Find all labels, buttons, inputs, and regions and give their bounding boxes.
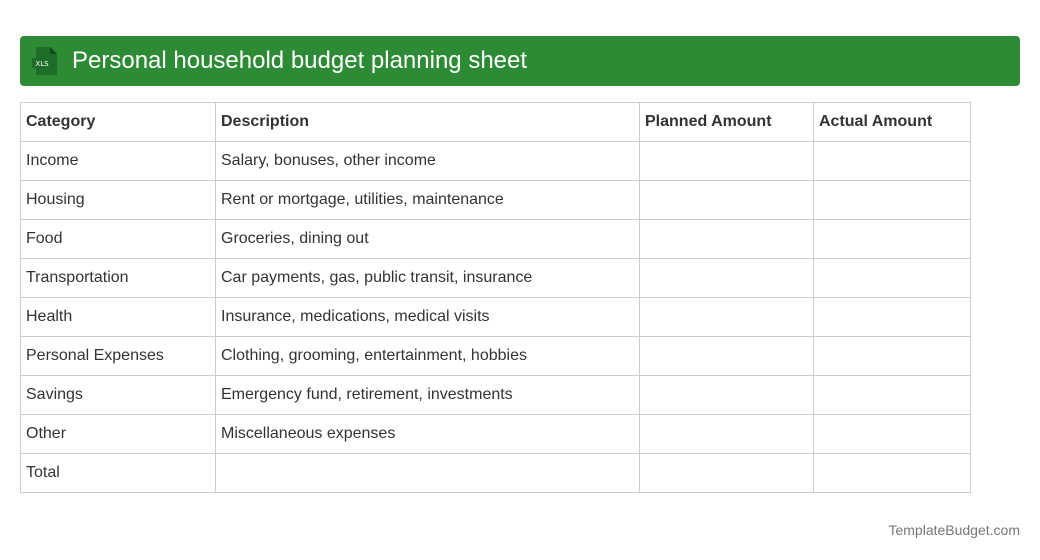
budget-table — [20, 102, 971, 493]
table-row — [21, 337, 971, 376]
table-row — [21, 142, 971, 181]
actual-amount-cell[interactable] — [814, 454, 971, 493]
category-cell: Income — [21, 142, 216, 181]
category-cell: Total — [21, 454, 216, 493]
description-cell: Car payments, gas, public transit, insurance — [216, 259, 640, 298]
planned-amount-cell[interactable] — [640, 337, 814, 376]
actual-amount-cell[interactable] — [814, 259, 971, 298]
column-header-planned-amount: Planned Amount — [640, 103, 814, 142]
description-cell: Salary, bonuses, other income — [216, 142, 640, 181]
table-row — [21, 220, 971, 259]
description-cell: Emergency fund, retirement, investments — [216, 376, 640, 415]
category-cell: Health — [21, 298, 216, 337]
page-title: Personal household budget planning sheet — [72, 47, 528, 74]
actual-amount-cell[interactable] — [814, 415, 971, 454]
description-cell: Groceries, dining out — [216, 220, 640, 259]
planned-amount-cell[interactable] — [640, 454, 814, 493]
category-cell: Transportation — [21, 259, 216, 298]
description-cell: Clothing, grooming, entertainment, hobbies — [216, 337, 640, 376]
description-cell: Insurance, medications, medical visits — [216, 298, 640, 337]
table-row — [21, 376, 971, 415]
description-cell: Rent or mortgage, utilities, maintenance — [216, 181, 640, 220]
actual-amount-cell[interactable] — [814, 376, 971, 415]
title-bar — [20, 36, 1020, 86]
description-cell: Miscellaneous expenses — [216, 415, 640, 454]
column-header-actual-amount: Actual Amount — [814, 103, 971, 142]
table-row — [21, 181, 971, 220]
planned-amount-cell[interactable] — [640, 298, 814, 337]
category-cell: Personal Expenses — [21, 337, 216, 376]
actual-amount-cell[interactable] — [814, 181, 971, 220]
actual-amount-cell[interactable] — [814, 337, 971, 376]
actual-amount-cell[interactable] — [814, 220, 971, 259]
svg-text:XLS: XLS — [35, 60, 49, 68]
planned-amount-cell[interactable] — [640, 376, 814, 415]
category-cell: Food — [21, 220, 216, 259]
footer-brand: TemplateBudget.com — [888, 522, 1020, 538]
planned-amount-cell[interactable] — [640, 415, 814, 454]
planned-amount-cell[interactable] — [640, 259, 814, 298]
table-row — [21, 415, 971, 454]
actual-amount-cell[interactable] — [814, 142, 971, 181]
column-header-category: Category — [21, 103, 216, 142]
column-header-description: Description — [216, 103, 640, 142]
planned-amount-cell[interactable] — [640, 181, 814, 220]
category-cell: Savings — [21, 376, 216, 415]
planned-amount-cell[interactable] — [640, 142, 814, 181]
category-cell: Other — [21, 415, 216, 454]
xls-file-icon — [30, 46, 60, 76]
table-row — [21, 298, 971, 337]
table-row — [21, 259, 971, 298]
actual-amount-cell[interactable] — [814, 298, 971, 337]
category-cell: Housing — [21, 181, 216, 220]
planned-amount-cell[interactable] — [640, 220, 814, 259]
total-row — [21, 454, 971, 493]
description-cell — [216, 454, 640, 493]
table-header-row — [21, 103, 971, 142]
